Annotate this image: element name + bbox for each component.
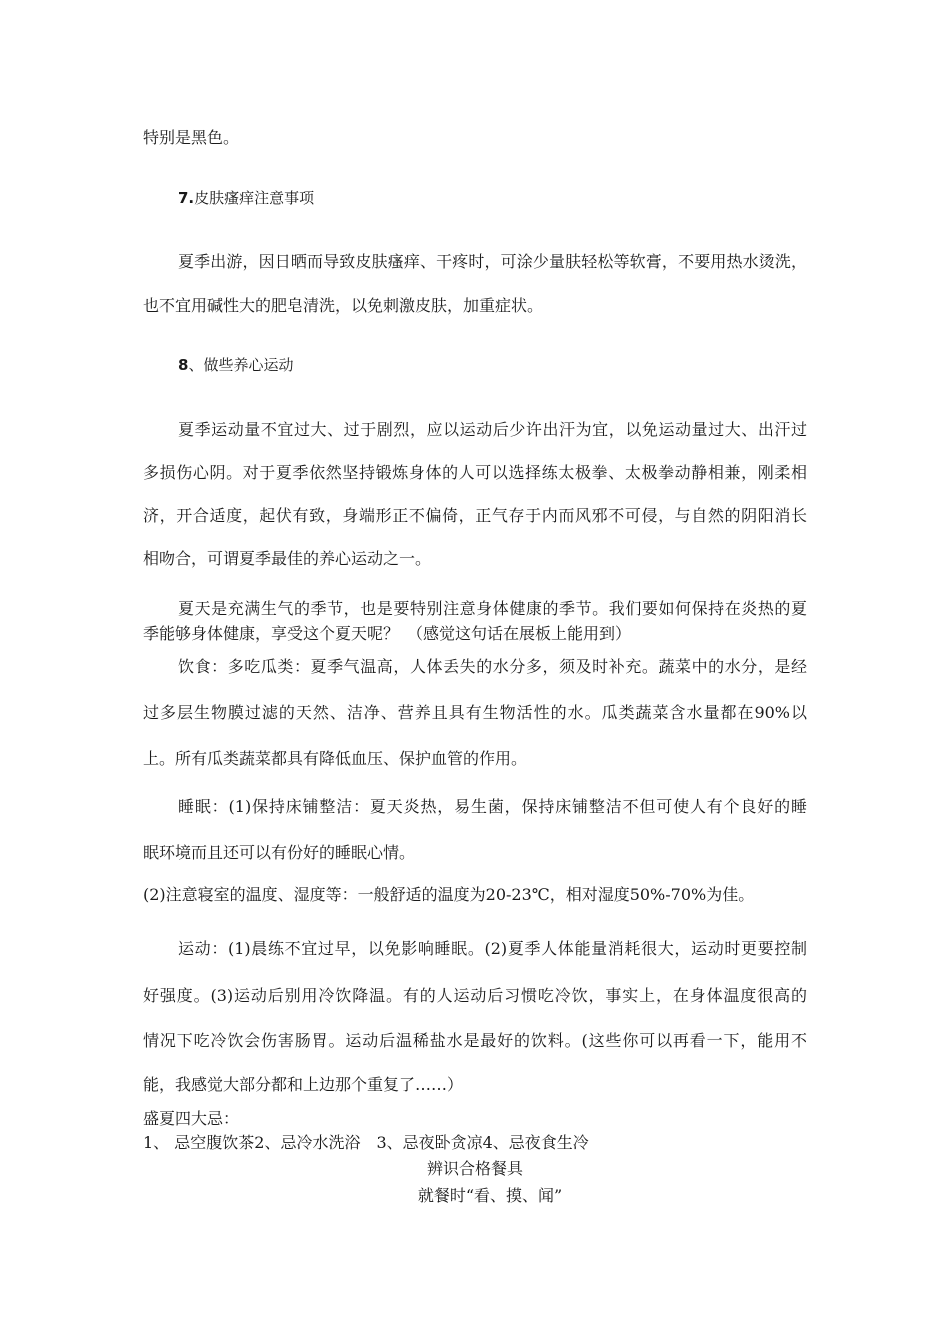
section-heading-8 <box>178 355 293 375</box>
paragraph-line: 夏天是充满生气的季节，也是要特别注意身体健康的季节。我们要如何保持在炎热的夏 <box>178 599 807 618</box>
heading-number: 7. <box>178 189 195 207</box>
paragraph-line: 眠环境而且还可以有份好的睡眠心情。 <box>143 843 416 862</box>
heading-text: 皮肤瘙痒注意事项 <box>194 189 315 207</box>
paragraph-line: 好强度。(3)运动后别用冷饮降温。有的人运动后习惯吃冷饮，事实上，在身体温度很高的 <box>143 986 807 1005</box>
paragraph-line: 济，开合适度，起伏有致，身端形正不偏倚，正气存于内而风邪不可侵，与自然的阴阳消长 <box>143 506 807 525</box>
section-heading-7 <box>178 188 314 208</box>
paragraph-line: 情况下吃冷饮会伤害肠胃。运动后温稀盐水是最好的饮料。(这些你可以再看一下，能用不 <box>143 1031 807 1050</box>
paragraph-line: 特别是黑色。 <box>143 128 240 147</box>
paragraph-line: 多损伤心阴。对于夏季依然坚持锻炼身体的人可以选择练太极拳、太极拳动静相兼，刚柔相 <box>143 463 807 482</box>
paragraph-line: 饮食：多吃瓜类：夏季气温高，人体丢失的水分多，须及时补充。蔬菜中的水分，是经 <box>178 657 807 676</box>
paragraph-line: (2)注意寝室的温度、湿度等：一般舒适的温度为20-23℃，相对湿度50%-70%为佳。 <box>143 885 755 904</box>
paragraph-line: 能，我感觉大部分都和上边那个重复了……） <box>143 1075 464 1094</box>
heading-number: 8 <box>178 356 189 374</box>
paragraph-line: 过多层生物膜过滤的天然、洁净、营养且具有生物活性的水。瓜类蔬菜含水量都在90%以 <box>143 703 807 722</box>
paragraph-line: 运动：(1)晨练不宜过早，以免影响睡眠。(2)夏季人体能量消耗很大，运动时更要控制 <box>178 939 807 958</box>
paragraph-line: 夏季运动量不宜过大、过于剧烈，应以运动后少许出汗为宜，以免运动量过大、出汗过 <box>178 420 807 439</box>
paragraph-line: 夏季出游，因日晒而导致皮肤瘙痒、干疼时，可涂少量肤轻松等软膏，不要用热水烫洗， <box>178 252 807 271</box>
paragraph-line: 季能够身体健康，享受这个夏天呢？ （感觉这句话在展板上能用到） <box>143 624 632 643</box>
paragraph-line: 也不宜用碱性大的肥皂清洗，以免刺激皮肤，加重症状。 <box>143 296 544 315</box>
heading-text: 、做些养心运动 <box>188 356 294 374</box>
centered-line: 辨识合格餐具 <box>426 1159 523 1178</box>
paragraph-line: 相吻合，可谓夏季最佳的养心运动之一。 <box>143 549 432 568</box>
paragraph-line: 1、 忌空腹饮茶2、忌冷水洗浴 3、忌夜卧贪凉4、忌夜食生冷 <box>143 1133 589 1152</box>
paragraph-line: 盛夏四大忌： <box>143 1109 240 1128</box>
paragraph-line: 睡眠：(1)保持床铺整洁：夏天炎热，易生菌，保持床铺整洁不但可使人有个良好的睡 <box>178 797 807 816</box>
paragraph-line: 上。所有瓜类蔬菜都具有降低血压、保护血管的作用。 <box>143 749 528 768</box>
centered-line: 就餐时“看、摸、闻” <box>417 1186 563 1205</box>
